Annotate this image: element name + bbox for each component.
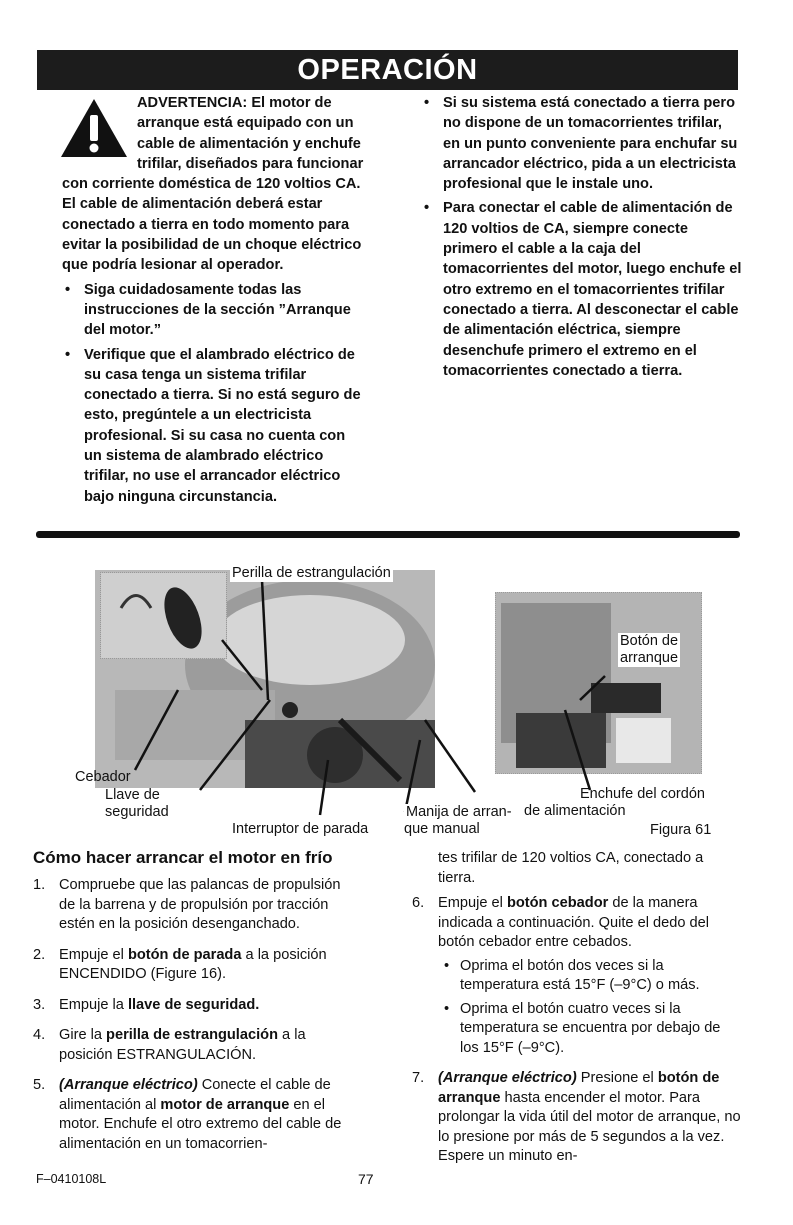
step-text: Empuje el <box>438 895 507 911</box>
steps-left-column <box>33 876 353 1165</box>
label-stop-switch: Interruptor de parada <box>232 821 369 837</box>
step-text: de la manera indicada a continuación. Quite el dedo del botón cebador entre cebados. <box>438 895 709 950</box>
step-italic: (Arranque eléctrico) <box>59 1077 198 1093</box>
step-text: a la posición ESTRANGULACIÓN. <box>59 1027 306 1063</box>
label-choke-knob: Perilla de estrangulación <box>232 565 391 581</box>
figure-caption: Figura 61 <box>650 822 712 838</box>
page-number: 77 <box>358 1171 374 1187</box>
warning-bullet: • Si su sistema está conectado a tierra pero no dispone de un tomacorrientes trifilar, en un punto conveniente para enchufar su arrancador eléctrico, pida a un electricista profesional que le instale uno. <box>421 93 743 194</box>
step-emphasis: perilla de estrangulación <box>106 1027 278 1043</box>
step-text: a la posición ENCENDIDO (Figure 16). <box>59 946 327 982</box>
step-number: 4. <box>33 1027 46 1043</box>
label-power-cord: de alimentación <box>524 803 626 819</box>
step-text: Empuje el <box>59 946 128 963</box>
step-number: 6. <box>412 895 425 911</box>
step-text: Gire la <box>59 1027 107 1043</box>
label-safety-key: seguridad <box>105 804 169 820</box>
sub-bullet: • Oprima el botón cuatro veces si la temperatura se encuentra por debajo de los 15°F (–9°C). <box>438 1000 742 1059</box>
label-start-button: arranque <box>620 650 679 666</box>
step-number: 1. <box>33 877 46 893</box>
label-safety-key: Llave de <box>105 787 160 803</box>
step-emphasis: botón de arranque <box>438 1070 720 1106</box>
step-item <box>33 1026 353 1065</box>
document-code: F–0410108L <box>36 1172 107 1186</box>
step-item <box>33 996 353 1016</box>
step-text: en el motor. Enchufe el otro extremo del cable de alimentación en un tomacorrien- <box>59 1096 342 1152</box>
step-item <box>33 876 353 935</box>
warning-bullet: • Para conectar el cable de alimentación de 120 voltios de CA, siempre conecte primero el cable a la caja del tomacorrientes del motor, luego enchufe el otro extremo en el tomacorrientes trifilar conectado a tierra. Al desconectar el cable de alimentación eléctrica, siempre desenchufe primero el extremo en el tomacorrientes conectado a tierra. <box>421 198 743 381</box>
step-item <box>412 1069 742 1167</box>
step-text: tes trifilar de 120 voltios CA, conectado a tierra. <box>438 850 704 886</box>
step-number: 7. <box>412 1070 425 1086</box>
step-item <box>33 1076 353 1154</box>
step-text: Presione el <box>576 1070 658 1086</box>
step-number: 3. <box>33 996 46 1013</box>
step-emphasis: botón cebador <box>506 895 609 911</box>
step-continuation <box>412 849 742 888</box>
step-text: Empuje la <box>59 996 128 1013</box>
step-text: hasta encender el motor. Para prolongar la vida útil del motor de arranque, no lo presione por más de 5 segundos a la vez. Espere un minuto en- <box>438 1089 741 1164</box>
step-emphasis: motor de arranque <box>160 1096 290 1113</box>
step-item <box>412 894 742 1058</box>
label-start-button: Botón de <box>620 633 679 649</box>
steps-right-column <box>412 849 742 1178</box>
warning-text: ADVERTENCIA: El motor de arranque está equipado con un cable de alimentación y enchufe trifilar, diseñados para funcionar con corriente doméstica de 120 voltios CA. El cable de alimentación deberá estar conectado a tierra en todo momento para evitar la posibilidad de un choque eléctrico que podría lesionar al operador. <box>62 95 364 274</box>
sub-bullet: • Oprima el botón dos veces si la temperatura está 15°F (–9°C) o más. <box>438 957 742 996</box>
step-italic: (Arranque eléctrico) <box>438 1070 577 1086</box>
label-handle: que manual <box>404 821 480 837</box>
step-text: Conecte el cable de alimentación al <box>59 1077 331 1113</box>
section-banner: OPERACIÓN <box>37 50 738 90</box>
step-emphasis: llave de seguridad. <box>127 996 260 1013</box>
step-emphasis: botón de parada <box>127 946 242 963</box>
label-primer: Cebador <box>75 769 131 785</box>
label-power-cord: Enchufe del cordón <box>580 786 705 802</box>
section-title: Cómo hacer arrancar el motor en frío <box>33 848 333 867</box>
step-text: Compruebe que las palancas de propulsión de la barrena y de propulsión por tracción estén en la posición desenganchado. <box>59 877 341 932</box>
warning-bullet: • Siga cuidadosamente todas las instrucciones de la sección ”Arranque del motor.” <box>62 280 367 341</box>
warning-bullet: • Verifique que el alambrado eléctrico de su casa tenga un sistema trifilar conectado a tierra. Si no está seguro de esto, pregúntele a un electricista profesional. Si su casa no cuenta con un sistema de alambrado eléctrico trifilar, no use el arrancador eléctrico bajo ninguna circunstancia. <box>62 345 367 507</box>
step-number: 5. <box>33 1077 46 1093</box>
step-number: 2. <box>33 946 46 963</box>
label-handle: Manija de arran- <box>406 804 512 820</box>
step-item <box>33 946 353 985</box>
